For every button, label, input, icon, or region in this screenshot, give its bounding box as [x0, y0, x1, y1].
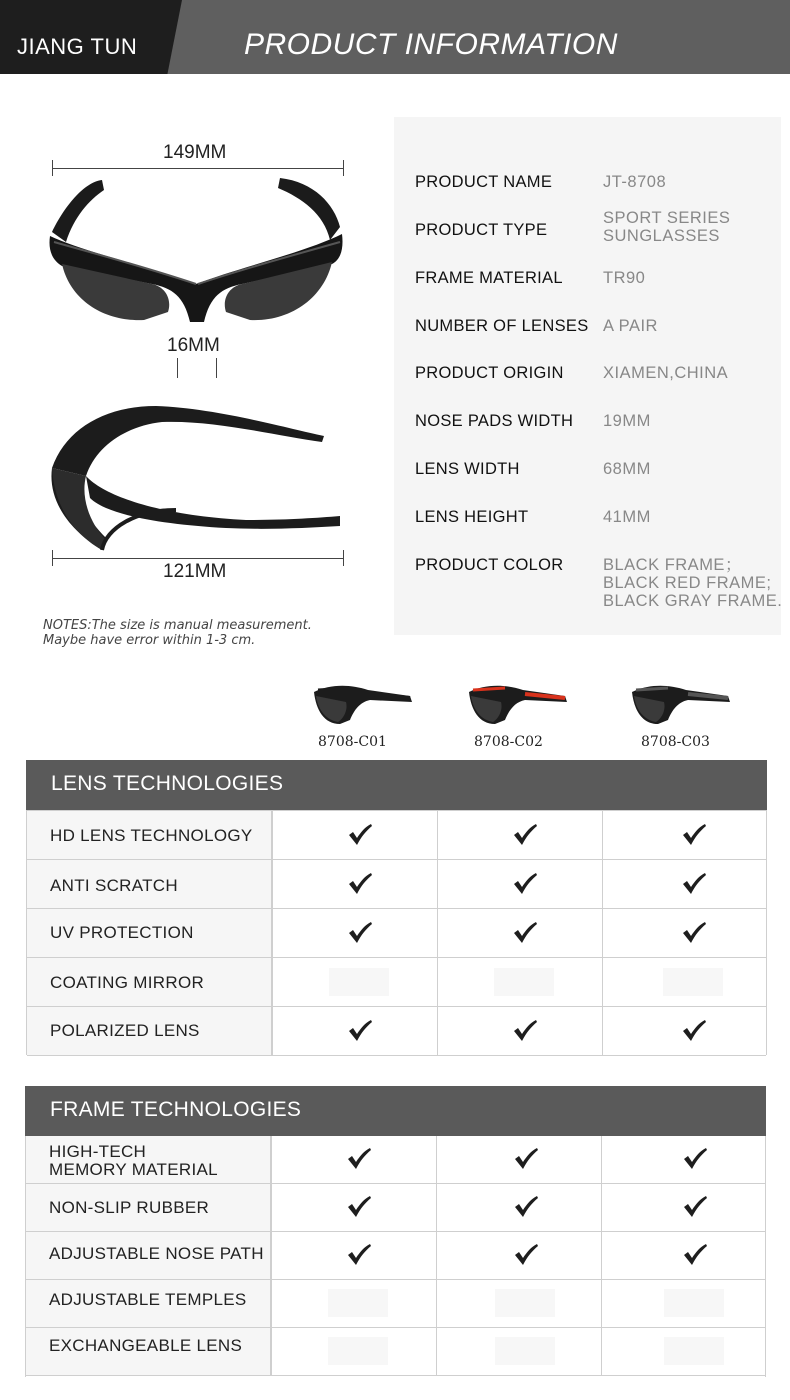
checkmark-icon — [681, 1019, 707, 1043]
side-length-line — [52, 558, 344, 559]
feature-label: COATING MIRROR — [50, 973, 205, 992]
table-row — [26, 1184, 765, 1232]
column-divider — [436, 1136, 437, 1183]
feature-label: ANTI SCRATCH — [50, 876, 178, 895]
column-divider — [602, 958, 603, 1006]
spec-label: LENS HEIGHT — [415, 508, 529, 526]
frame-tech-title: FRAME TECHNOLOGIES — [50, 1098, 302, 1121]
checkmark-icon — [682, 1243, 708, 1267]
column-divider — [436, 1184, 437, 1231]
table-row — [27, 1007, 766, 1056]
column-divider — [437, 811, 438, 859]
empty-cell — [494, 968, 554, 996]
spec-panel — [394, 117, 781, 635]
table-row — [26, 1136, 765, 1184]
side-length-tick-right — [343, 550, 344, 566]
column-divider — [437, 1007, 438, 1055]
column-divider — [437, 958, 438, 1006]
column-divider — [436, 1232, 437, 1279]
side-length-tick-left — [52, 550, 53, 566]
feature-cell — [26, 1184, 272, 1231]
column-divider — [437, 909, 438, 957]
frame-tech-table — [25, 1136, 766, 1377]
brand-name: JIANG TUN — [17, 34, 138, 59]
lens-tech-title: LENS TECHNOLOGIES — [51, 772, 284, 795]
column-divider — [602, 860, 603, 908]
table-row — [27, 958, 766, 1007]
feature-cell — [26, 1280, 272, 1327]
checkmark-icon — [513, 1195, 539, 1219]
checkmark-icon — [513, 1243, 539, 1267]
feature-cell — [27, 811, 273, 859]
feature-label: ADJUSTABLE NOSE PATH — [49, 1244, 264, 1263]
column-divider — [436, 1328, 437, 1375]
page-title: PRODUCT INFORMATION — [244, 28, 618, 61]
variant-thumbnail — [310, 680, 416, 728]
variant-code: 8708-C03 — [641, 734, 710, 750]
lens-tech-table — [26, 810, 767, 1055]
table-row — [26, 1328, 765, 1376]
checkmark-icon — [512, 823, 538, 847]
empty-cell — [663, 968, 723, 996]
variant-thumbnail — [465, 680, 571, 728]
feature-label: EXCHANGEABLE LENS — [49, 1336, 243, 1355]
empty-cell — [664, 1289, 724, 1317]
empty-cell — [328, 1337, 388, 1365]
spec-value: BLACK FRAME； BLACK RED FRAME; BLACK GRAY FRAME. — [603, 556, 783, 610]
frame-tech-header — [25, 1086, 766, 1136]
column-divider — [601, 1184, 602, 1231]
feature-cell — [27, 860, 273, 908]
spec-label: LENS WIDTH — [415, 460, 520, 478]
nose-bridge-tick-left — [177, 358, 178, 378]
column-divider — [601, 1232, 602, 1279]
checkmark-icon — [681, 921, 707, 945]
checkmark-icon — [347, 921, 373, 945]
feature-label: ADJUSTABLE TEMPLES — [49, 1290, 247, 1309]
column-divider — [602, 1007, 603, 1055]
side-length-label: 121MM — [163, 561, 227, 582]
checkmark-icon — [512, 1019, 538, 1043]
measurement-notes — [43, 618, 312, 648]
variant-thumbnail — [628, 680, 734, 728]
feature-label: UV PROTECTION — [50, 923, 194, 942]
checkmark-icon — [681, 872, 707, 896]
feature-cell — [27, 958, 273, 1006]
spec-label: PRODUCT COLOR — [415, 556, 564, 574]
spec-value: JT-8708 — [603, 173, 667, 191]
checkmark-icon — [347, 1019, 373, 1043]
table-row — [27, 860, 766, 909]
feature-cell — [27, 909, 273, 957]
checkmark-icon — [512, 921, 538, 945]
spec-label: NUMBER OF LENSES — [415, 317, 589, 335]
variant-code: 8708-C01 — [318, 734, 387, 750]
nose-bridge-label: 16MM — [167, 335, 220, 356]
feature-label: NON-SLIP RUBBER — [49, 1198, 210, 1217]
checkmark-icon — [682, 1147, 708, 1171]
empty-cell — [328, 1289, 388, 1317]
spec-value: XIAMEN,CHINA — [603, 364, 729, 382]
spec-value: A PAIR — [603, 317, 658, 335]
table-row — [26, 1280, 765, 1328]
feature-label: HD LENS TECHNOLOGY — [50, 826, 253, 845]
feature-label: POLARIZED LENS — [50, 1021, 200, 1040]
nose-bridge-tick-right — [216, 358, 217, 378]
spec-label: PRODUCT TYPE — [415, 221, 548, 239]
variant-code: 8708-C02 — [474, 734, 543, 750]
feature-cell — [26, 1232, 272, 1279]
feature-label: HIGH-TECH MEMORY MATERIAL — [49, 1142, 218, 1179]
column-divider — [601, 1136, 602, 1183]
checkmark-icon — [347, 823, 373, 847]
checkmark-icon — [346, 1243, 372, 1267]
spec-label: FRAME MATERIAL — [415, 269, 563, 287]
checkmark-icon — [513, 1147, 539, 1171]
spec-value: SPORT SERIES SUNGLASSES — [603, 209, 731, 245]
checkmark-icon — [512, 872, 538, 896]
spec-label: PRODUCT NAME — [415, 173, 553, 191]
table-row — [27, 909, 766, 958]
notes-line-2: Maybe have error within 1-3 cm. — [43, 633, 256, 648]
empty-cell — [495, 1337, 555, 1365]
checkmark-icon — [347, 872, 373, 896]
column-divider — [437, 860, 438, 908]
empty-cell — [495, 1289, 555, 1317]
front-view-sunglasses-image — [44, 172, 354, 337]
checkmark-icon — [681, 823, 707, 847]
side-view-sunglasses-image — [46, 398, 346, 558]
front-width-line — [52, 168, 344, 169]
column-divider — [601, 1280, 602, 1327]
spec-label: NOSE PADS WIDTH — [415, 412, 574, 430]
spec-value: TR90 — [603, 269, 646, 287]
column-divider — [602, 811, 603, 859]
column-divider — [436, 1280, 437, 1327]
column-divider — [602, 909, 603, 957]
spec-value: 68MM — [603, 460, 651, 478]
checkmark-icon — [682, 1195, 708, 1219]
spec-label: PRODUCT ORIGIN — [415, 364, 564, 382]
feature-cell — [26, 1136, 272, 1183]
column-divider — [601, 1328, 602, 1375]
spec-value: 41MM — [603, 508, 651, 526]
page-header — [0, 0, 790, 74]
table-row — [27, 811, 766, 860]
front-width-label: 149MM — [163, 142, 227, 163]
empty-cell — [664, 1337, 724, 1365]
lens-tech-header — [26, 760, 767, 810]
checkmark-icon — [346, 1195, 372, 1219]
feature-cell — [26, 1328, 272, 1375]
checkmark-icon — [346, 1147, 372, 1171]
table-row — [26, 1232, 765, 1280]
empty-cell — [329, 968, 389, 996]
notes-line-1: NOTES:The size is manual measurement. — [43, 618, 312, 633]
spec-value: 19MM — [603, 412, 651, 430]
feature-cell — [27, 1007, 273, 1055]
